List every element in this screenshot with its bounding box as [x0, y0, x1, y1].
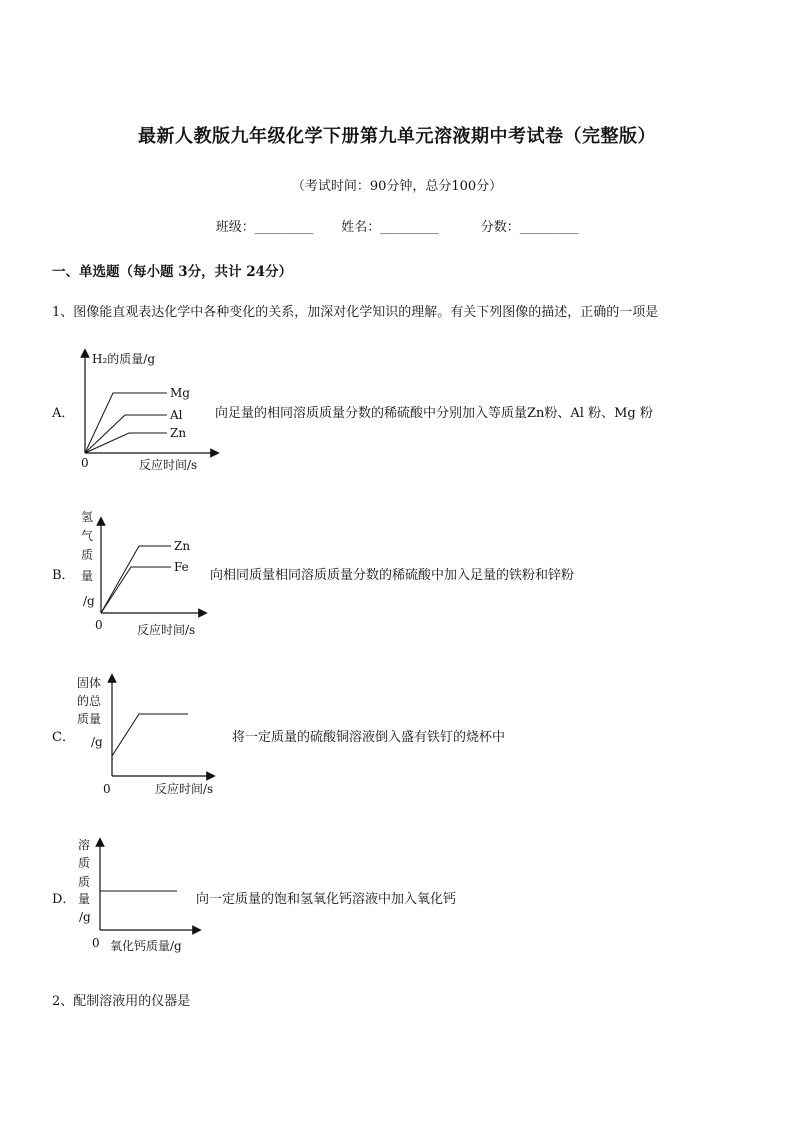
- option-c-letter: C．: [52, 730, 75, 745]
- y-axis-label-line: 的总: [77, 694, 102, 708]
- series-label-fe: Fe: [174, 560, 189, 574]
- series-label-mg: Mg: [170, 386, 190, 400]
- y-axis-label-char: 量: [78, 892, 91, 906]
- y-axis-label-unit: /g: [79, 910, 91, 924]
- x-axis-label: 反应时间/s: [137, 623, 196, 637]
- student-info-line: [0, 216, 794, 235]
- option-d-description: 向一定质量的饱和氢氧化钙溶液中加入氧化钙: [196, 892, 457, 907]
- y-axis-label: H₂的质量/g: [92, 352, 156, 366]
- class-field: 班级：_________: [215, 220, 314, 235]
- option-d-letter: D．: [52, 892, 76, 907]
- x-axis-label: 反应时间/s: [139, 458, 198, 472]
- option-c-description: 将一定质量的硫酸铜溶液倒入盛有铁钉的烧杯中: [232, 730, 506, 745]
- question-2-text: 2、配制溶液用的仪器是: [52, 994, 191, 1009]
- y-axis-label-char: 质: [81, 548, 94, 562]
- option-b-graph: [75, 507, 215, 639]
- series-label-al: Al: [170, 408, 183, 422]
- curve-zn: [101, 546, 171, 613]
- y-axis-label-char: 氢: [81, 510, 94, 524]
- option-b-letter: B．: [52, 568, 75, 583]
- curve-zn: [85, 433, 167, 453]
- y-axis-label-unit: /g: [83, 594, 95, 608]
- option-a-description: 向足量的相同溶质质量分数的稀硫酸中分别加入等质量Zn粉、Al 粉、Mg 粉: [215, 406, 653, 421]
- x-axis-label: 反应时间/s: [155, 782, 214, 796]
- series-label-zn: Zn: [174, 539, 191, 553]
- option-a-graph: [75, 345, 225, 475]
- option-d-graph: [75, 832, 205, 956]
- option-b-description: 向相同质量相同溶质质量分数的稀硫酸中加入足量的铁粉和锌粉: [210, 568, 575, 583]
- exam-subtitle: （考试时间：90分钟，总分100分）: [291, 179, 503, 194]
- y-axis-label-char: 质: [78, 875, 91, 889]
- y-axis-label-char: 溶: [78, 838, 91, 852]
- origin-label: 0: [103, 782, 111, 796]
- option-c-graph: [75, 670, 235, 802]
- y-axis-label-char: 气: [81, 529, 94, 543]
- y-axis-label-char: 量: [81, 569, 94, 583]
- curve-mg: [85, 393, 167, 453]
- curve: [112, 714, 188, 756]
- name-field: 姓名：_________: [341, 220, 439, 235]
- origin-label: 0: [81, 456, 89, 470]
- x-axis-label: 氧化钙质量/g: [110, 939, 182, 953]
- origin-label: 0: [92, 936, 100, 950]
- y-axis-label-line: 质量: [77, 712, 102, 726]
- page-title: 最新人教版九年级化学下册第九单元溶液期中考试卷（完整版）: [138, 126, 656, 147]
- y-axis-label-line: 固体: [77, 676, 102, 690]
- series-label-zn: Zn: [170, 426, 187, 440]
- score-field: 分数：_________: [480, 220, 579, 235]
- y-axis-label-unit: /g: [91, 735, 103, 749]
- option-a-letter: A．: [52, 406, 75, 421]
- origin-label: 0: [95, 618, 103, 632]
- y-axis-label-char: 质: [78, 856, 91, 870]
- section-heading: 一、单选题（每小题 3分，共计 24分）: [52, 264, 293, 280]
- question-1-text: 1、图像能直观表达化学中各种变化的关系，加深对化学知识的理解。有关下列图像的描述，正确的一项是: [52, 305, 659, 320]
- curve-fe: [101, 567, 171, 613]
